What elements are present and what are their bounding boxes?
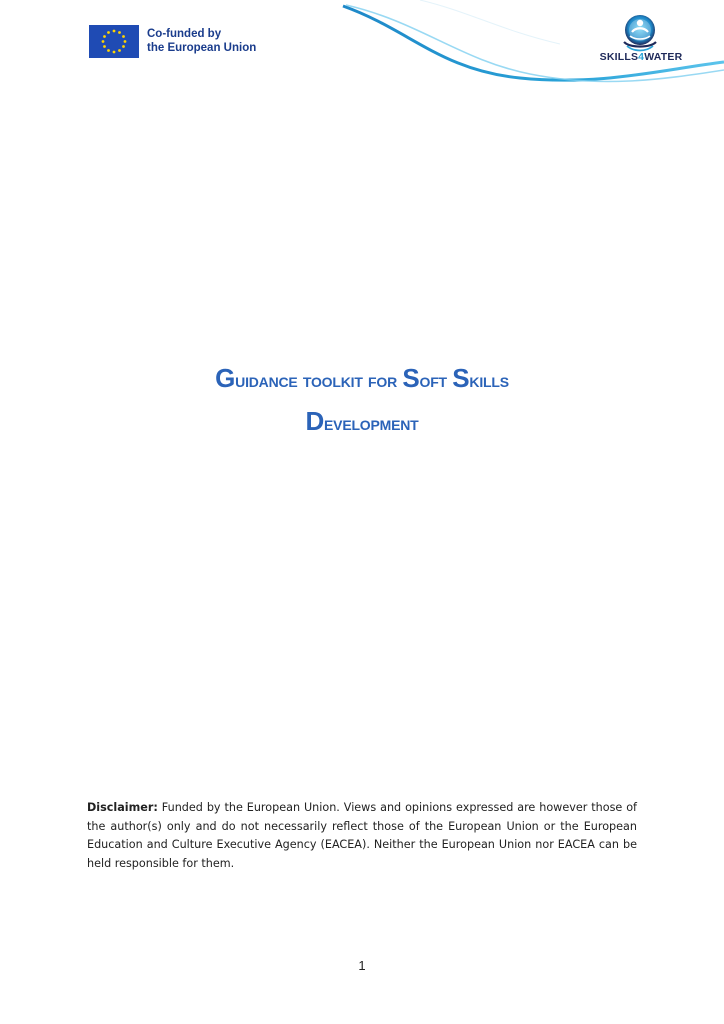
eu-flag-icon: [89, 25, 139, 58]
title-cap-d: D: [305, 406, 325, 436]
eu-text-line2: the European Union: [147, 41, 257, 54]
eu-cofunded-logo: [89, 25, 256, 58]
skills4water-logo: [594, 8, 694, 68]
disclaimer-paragraph: [87, 799, 637, 873]
eu-cofunded-text: [147, 28, 256, 55]
wordmark-water: WATER: [644, 51, 683, 63]
title-word-uidance: uidance toolkit for: [235, 370, 403, 392]
title-cap-s1: S: [402, 363, 420, 393]
document-title: [60, 358, 664, 444]
title-line-1: [60, 358, 664, 401]
disclaimer-label: Disclaimer:: [87, 801, 158, 814]
title-word-oft: oft: [419, 370, 453, 392]
title-line-2: [60, 401, 664, 444]
title-cap-s2: S: [452, 363, 470, 393]
title-word-kills: kills: [469, 370, 509, 392]
skills4water-wordmark: [594, 51, 688, 63]
wordmark-4: 4: [638, 51, 645, 63]
wordmark-skills: SKILLS: [599, 51, 639, 63]
disclaimer-text: Funded by the European Union. Views and opinions expressed are however those of the author(s) only and do not necessarily reflect those of the European Union or the European Education and Culture Executive Agency (EACEA). Neither the European Union nor EACEA can be held responsible for them.: [87, 801, 637, 870]
title-word-evelopment: evelopment: [324, 413, 419, 435]
title-cap-g: G: [215, 363, 236, 393]
water-hands-icon: [618, 12, 662, 56]
page-number: 1: [358, 958, 366, 973]
eu-text-line1: Co-funded by: [147, 28, 222, 40]
